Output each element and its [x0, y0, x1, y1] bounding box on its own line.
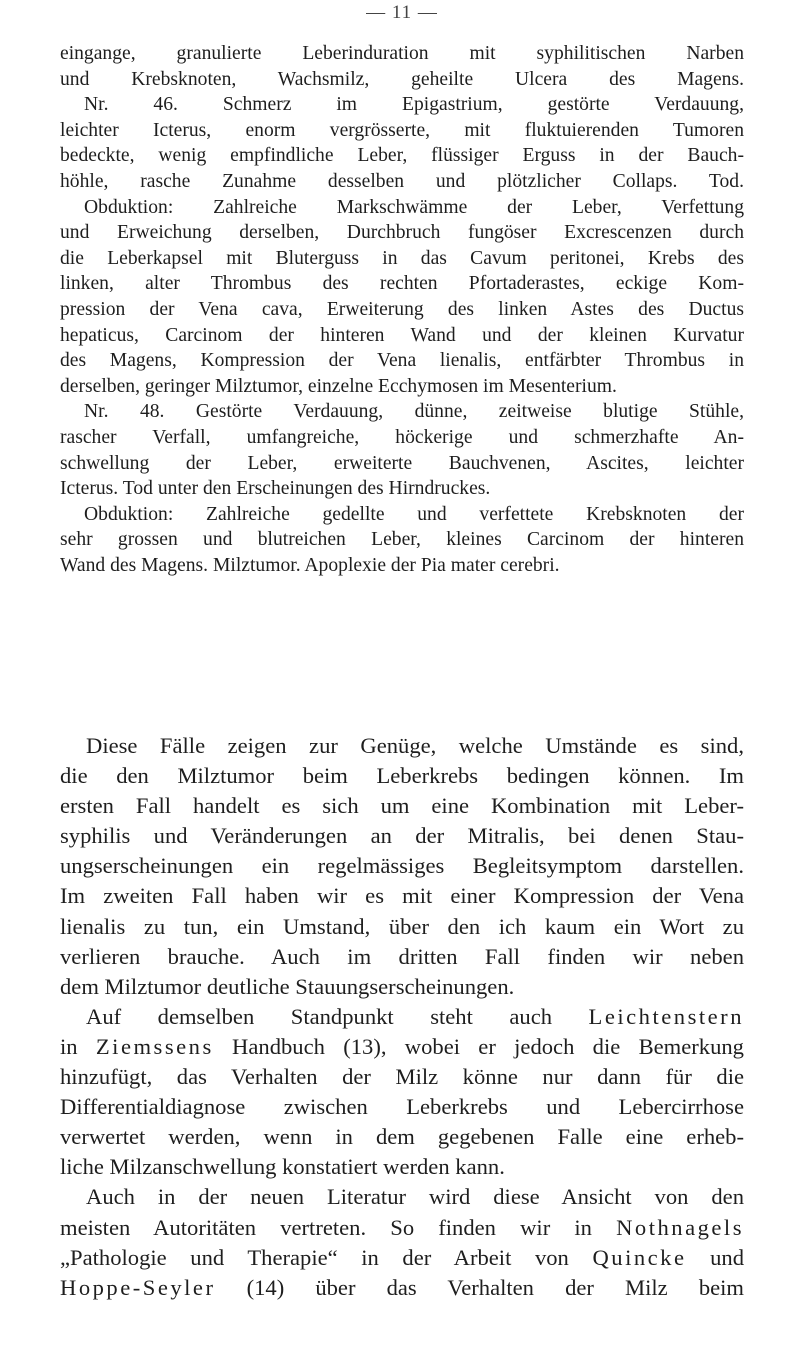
text-line: ersten Fall handelt es sich um eine Kombination mit Leber-: [60, 793, 744, 819]
text-line: ungserscheinungen ein regelmässiges Begleitsymptom darstellen.: [60, 853, 744, 879]
text-line: Icterus. Tod unter den Erscheinungen des Hirndruckes.: [60, 478, 491, 500]
text-line: Diese Fälle zeigen zur Genüge, welche Umstände es sind,: [86, 733, 744, 758]
author-name: Hoppe-Seyler: [60, 1274, 216, 1300]
text-line: Nr. 46. Schmerz im Epigastrium, gestörte Verdauung,: [84, 94, 744, 116]
text-line: und Krebsknoten, Wachsmilz, geheilte Ulcera des Magens.: [60, 68, 744, 90]
text-line: linken, alter Thrombus des rechten Pfortaderastes, eckige Kom-: [60, 273, 744, 295]
text-line: Wand des Magens. Milztumor. Apoplexie der Pia mater cerebri.: [60, 554, 560, 576]
text-line: sehr grossen und blutreichen Leber, kleines Carcinom der hinteren: [60, 529, 744, 551]
text-line: höhle, rasche Zunahme desselben und plötzlicher Collaps. Tod.: [60, 170, 744, 192]
text-line: [60, 1243, 744, 1273]
text-line: dem Milztumor deutliche Stauungserscheinungen.: [60, 973, 515, 999]
text-fragment: meisten Autoritäten vertreten. So finden wir in: [60, 1214, 617, 1240]
text-fragment: „Pathologie und Therapie“ in der Arbeit von: [60, 1244, 593, 1270]
text-line: verlieren brauche. Auch im dritten Fall finden wir neben: [60, 943, 744, 969]
text-line: rascher Verfall, umfangreiche, höckerige und schmerzhafte An-: [60, 426, 744, 448]
text-fragment: Auf demselben Standpunkt steht auch: [86, 1003, 589, 1029]
text-line: [60, 1213, 744, 1243]
text-line: hinzufügt, das Verhalten der Milz könne nur dann für die: [60, 1064, 744, 1090]
text-line: syphilis und Veränderungen an der Mitralis, bei denen Stau-: [60, 823, 744, 849]
text-line: Auch in der neuen Literatur wird diese Ansicht von den: [86, 1184, 744, 1210]
text-line: bedeckte, wenig empfindliche Leber, flüssiger Erguss in der Bauch-: [60, 145, 744, 167]
text-line: Im zweiten Fall haben wir es mit einer Kompression der Vena: [60, 883, 744, 909]
text-line: [60, 1032, 744, 1062]
text-line: verwertet werden, wenn in dem gegebenen Falle eine erheb-: [60, 1124, 744, 1150]
text-line: pression der Vena cava, Erweiterung des linken Astes des Ductus: [60, 298, 744, 320]
text-line: die den Milztumor beim Leberkrebs bedingen können. Im: [60, 763, 744, 789]
text-line: eingange, granulierte Leberinduration mit syphilitischen Narben: [60, 43, 744, 64]
text-fragment: Handbuch (13), wobei er jedoch die Bemerkung: [213, 1033, 744, 1059]
author-name: Ziemssens: [95, 1033, 214, 1059]
text-line: [60, 1002, 744, 1032]
case-reports-block: [60, 41, 744, 578]
text-line: lienalis zu tun, ein Umstand, über den ich kaum ein Wort zu: [60, 913, 744, 939]
text-line: hepaticus, Carcinom der hinteren Wand und der kleinen Kurvatur: [60, 324, 744, 346]
text-line: [60, 1273, 744, 1303]
text-line: Nr. 48. Gestörte Verdauung, dünne, zeitweise blutige Stühle,: [84, 401, 744, 423]
discussion-block: [60, 731, 744, 1303]
text-fragment: und: [686, 1244, 744, 1270]
text-line: schwellung der Leber, erweiterte Bauchvenen, Ascites, leichter: [60, 452, 744, 474]
text-line: Differentialdiagnose zwischen Leberkrebs und Lebercirrhose: [60, 1094, 744, 1120]
text-line: leichter Icterus, enorm vergrösserte, mit fluktuierenden Tumoren: [60, 119, 744, 141]
text-line: liche Milzanschwellung konstatiert werden kann.: [60, 1154, 505, 1180]
text-fragment: (14) über das Verhalten der Milz beim: [215, 1274, 744, 1300]
author-name: Nothnagels: [616, 1214, 744, 1240]
author-name: Leichtenstern: [588, 1003, 744, 1029]
text-line: Obduktion: Zahlreiche gedellte und verfettete Krebsknoten der: [84, 503, 744, 525]
text-line: des Magens, Kompression der Vena lienalis, entfärbter Thrombus in: [60, 350, 744, 372]
text-line: die Leberkapsel mit Bluterguss in das Cavum peritonei, Krebs des: [60, 247, 744, 269]
author-name: Quincke: [592, 1244, 687, 1270]
page-number: — 11 —: [366, 2, 438, 23]
text-fragment: in: [60, 1033, 96, 1059]
text-line: und Erweichung derselben, Durchbruch fungöser Excrescenzen durch: [60, 222, 744, 244]
text-line: Obduktion: Zahlreiche Markschwämme der Leber, Verfettung: [84, 196, 744, 218]
text-line: derselben, geringer Milztumor, einzelne Ecchymosen im Mesenterium.: [60, 375, 617, 397]
